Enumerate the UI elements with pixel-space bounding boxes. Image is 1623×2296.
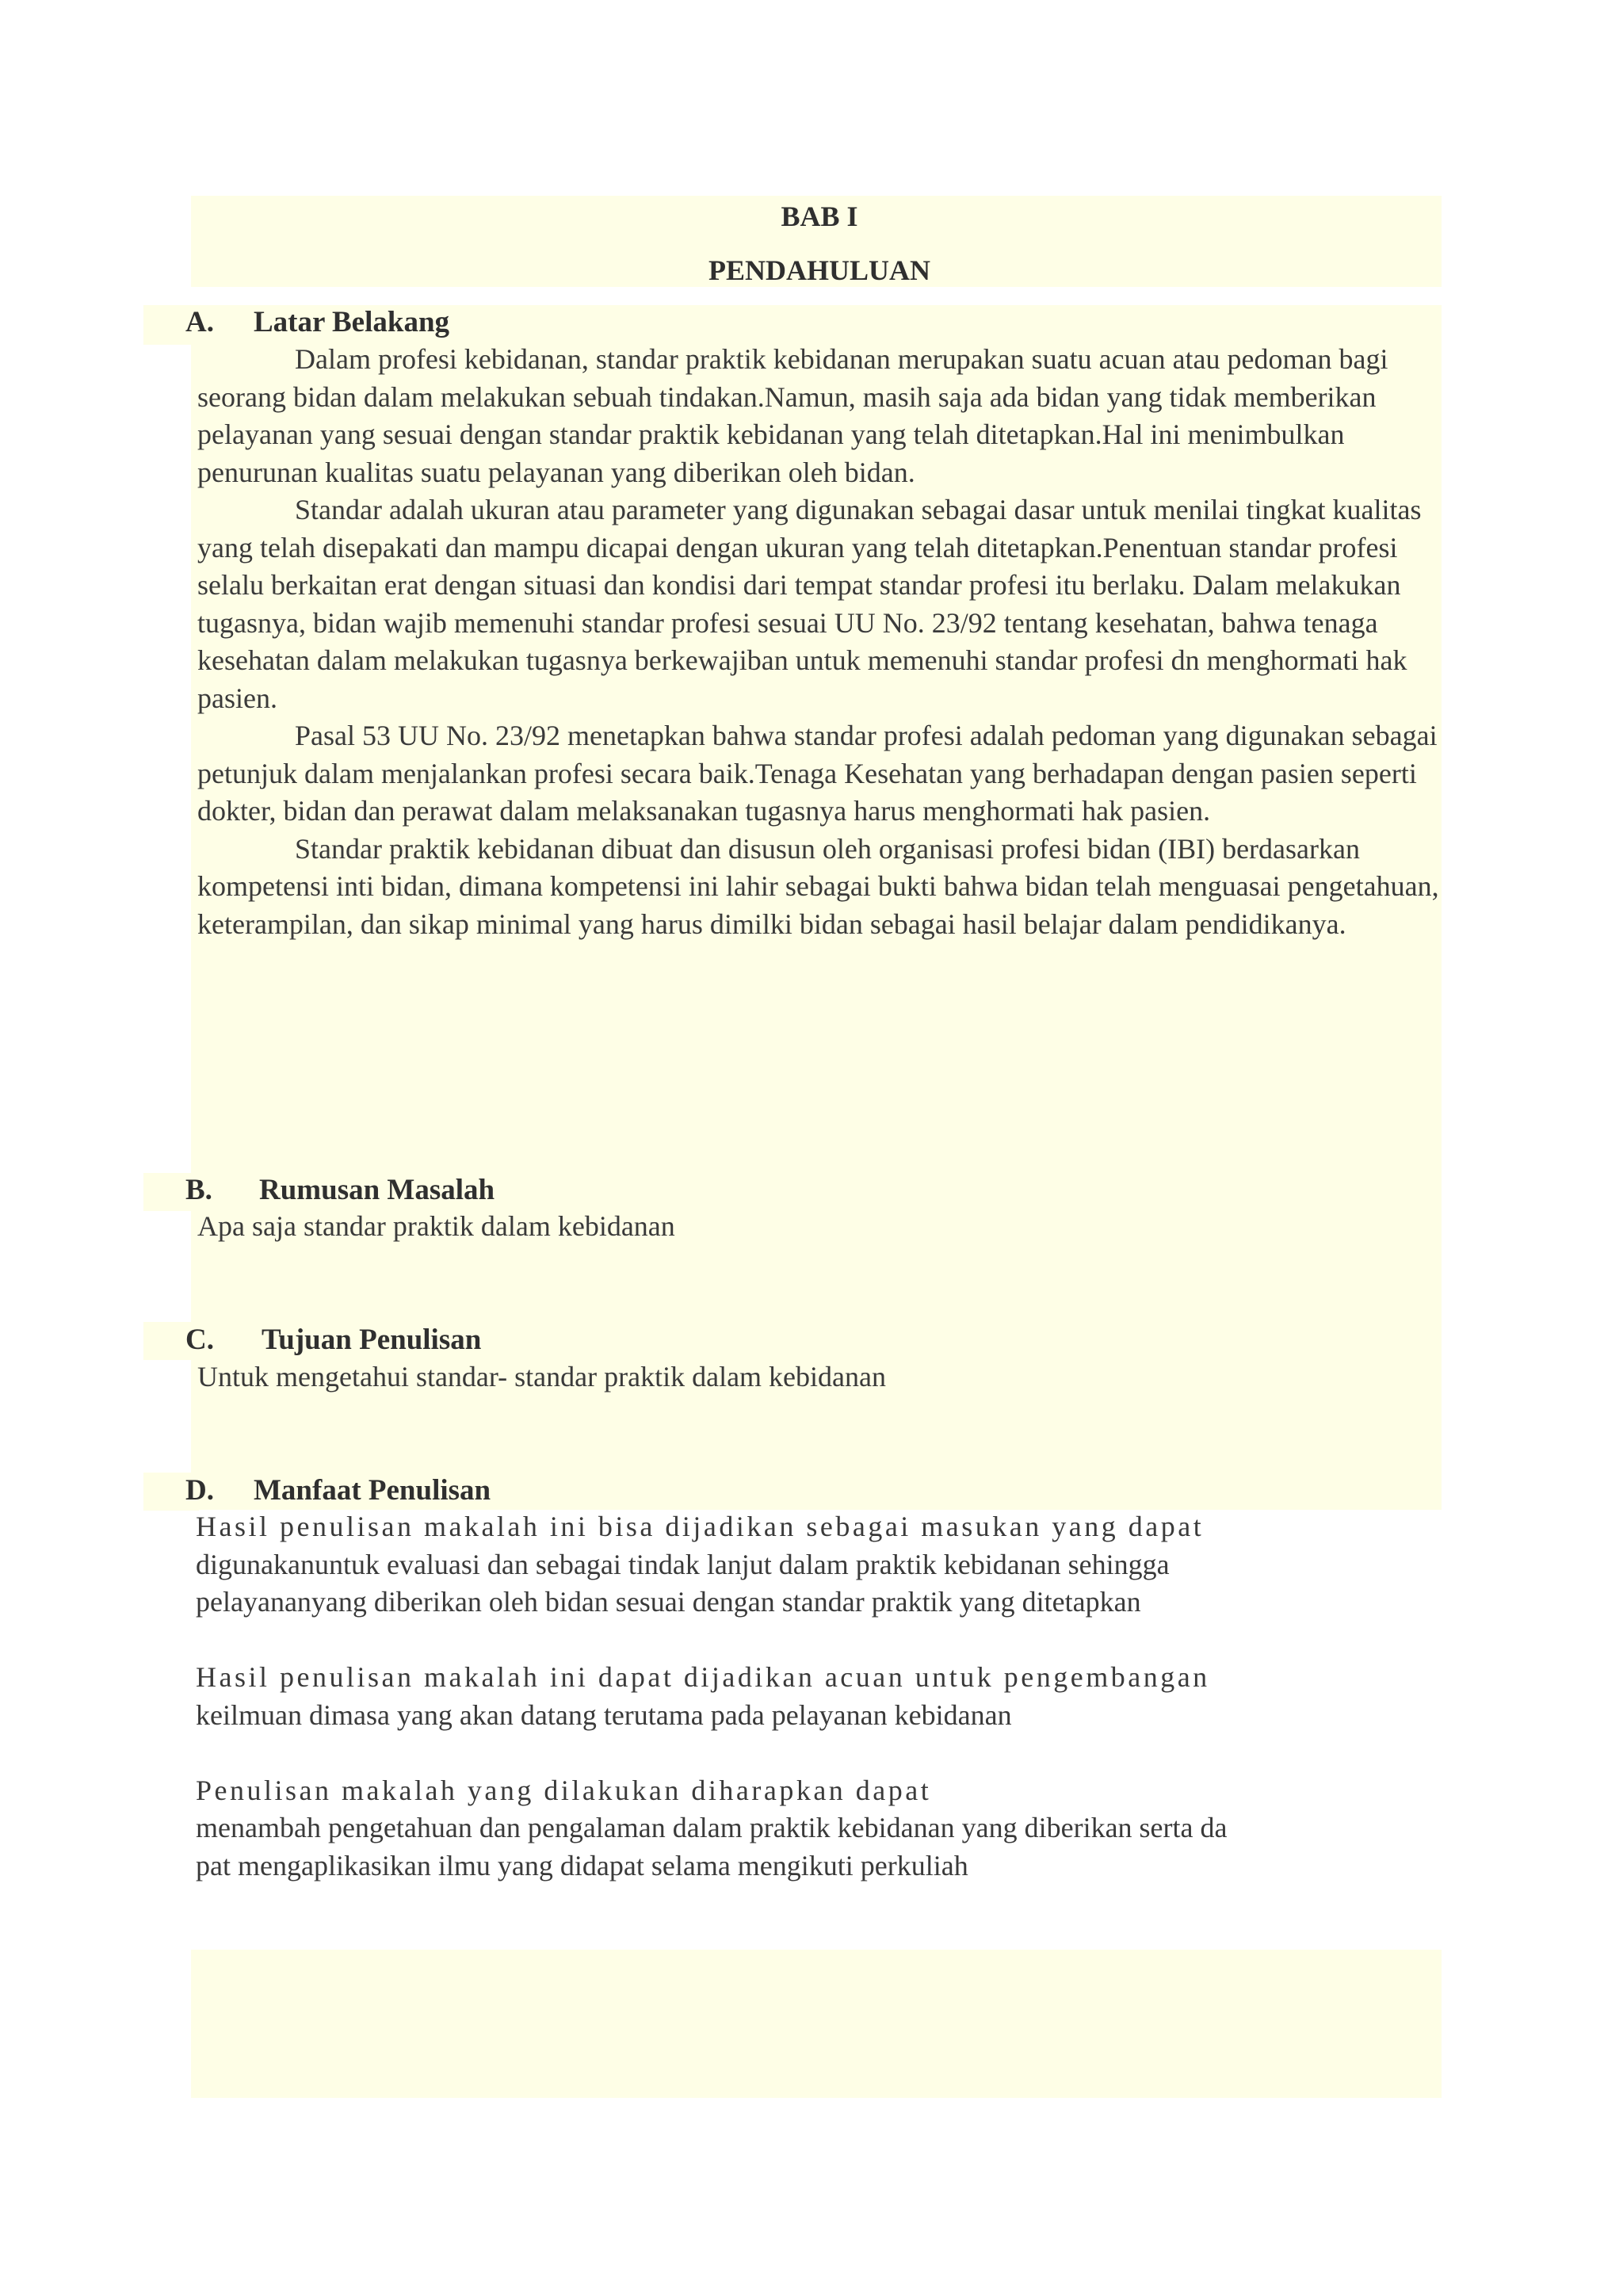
benefit-line: keilmuan dimasa yang akan datang terutama pada pelayanan kebidanan xyxy=(196,1698,1012,1731)
section-c-text: Untuk mengetahui standar- standar praktik dalam kebidanan xyxy=(197,1361,886,1392)
section-a-body xyxy=(197,341,1442,943)
section-d-body xyxy=(196,1508,1440,1885)
paragraph: Standar praktik kebidanan dibuat dan disusun oleh organisasi profesi bidan (IBI) berdasarkan kompetensi inti bidan, dimana kompetensi ini lahir sebagai bukti bahwa bidan telah menguasai pengetahuan, keterampilan, dan sikap minimal yang harus dimilki bidan sebagai hasil belajar dalam pendidikanya. xyxy=(197,832,1439,940)
benefit-line: pat mengaplikasikan ilmu yang didapat selama mengikuti perkuliah xyxy=(196,1849,968,1881)
paragraph: Standar adalah ukuran atau parameter yang digunakan sebagai dasar untuk menilai tingkat kualitas yang telah disepakati dan mampu dicapai dengan ukuran yang telah ditetapkan.Penentuan standar profesi selalu berkaitan erat dengan situasi dan kondisi dari tempat standar profesi itu berlaku. Dalam melakukan tugasnya, bidan wajib memenuhi standar profesi sesuai UU No. 23/92 tentang kesehatan, bahwa tenaga kesehatan dalam melakukan tugasnya berkewajiban untuk memenuhi standar profesi dn menghormati hak pasien. xyxy=(197,494,1422,714)
section-d-title: Manfaat Penulisan xyxy=(254,1474,491,1507)
paragraph: Pasal 53 UU No. 23/92 menetapkan bahwa standar profesi adalah pedoman yang digunakan sebagai petunjuk dalam menjalankan profesi secara baik.Tenaga Kesehatan yang berhadapan dengan pasien seperti dokter, bidan dan perawat dalam melaksanakan tugasnya harus menghormati hak pasien. xyxy=(197,720,1438,827)
section-b-letter: B. xyxy=(185,1174,212,1206)
benefit-line: Hasil penulisan makalah ini bisa dijadikan sebagai masukan yang dapat xyxy=(196,1511,1205,1542)
section-d-heading xyxy=(185,1474,491,1507)
benefit-line: menambah pengetahuan dan pengalaman dalam praktik kebidanan yang diberikan serta da xyxy=(196,1812,1228,1843)
benefit-line: Penulisan makalah yang dilakukan diharapkan dapat xyxy=(196,1774,932,1806)
section-c-heading xyxy=(185,1324,481,1357)
section-a-letter: A. xyxy=(185,306,214,338)
section-b-title: Rumusan Masalah xyxy=(259,1174,495,1206)
section-c-title: Tujuan Penulisan xyxy=(262,1324,482,1356)
bottom-highlight xyxy=(191,1950,1442,2098)
section-b-heading xyxy=(185,1174,495,1207)
chapter-number: BAB I xyxy=(781,201,858,232)
benefit-line: digunakanuntuk evaluasi dan sebagai tindak lanjut dalam praktik kebidanan sehingga xyxy=(196,1548,1170,1580)
section-b-text: Apa saja standar praktik dalam kebidanan xyxy=(197,1210,675,1242)
section-a-heading xyxy=(185,306,449,339)
section-a-title: Latar Belakang xyxy=(254,306,450,338)
benefit-line: Hasil penulisan makalah ini dapat dijadikan acuan untuk pengembangan xyxy=(196,1661,1210,1693)
chapter-title: PENDAHULUAN xyxy=(708,254,930,286)
benefit-line: pelayananyang diberikan oleh bidan sesuai dengan standar praktik yang ditetapkan xyxy=(196,1586,1141,1618)
section-d-letter: D. xyxy=(185,1474,214,1507)
paragraph: Dalam profesi kebidanan, standar praktik kebidanan merupakan suatu acuan atau pedoman bagi seorang bidan dalam melakukan sebuah tindakan.Namun, masih saja ada bidan yang tidak memberikan pelayanan yang sesuai dengan standar praktik kebidanan yang telah ditetapkan.Hal ini menimbulkan penurunan kualitas suatu pelayanan yang diberikan oleh bidan. xyxy=(197,343,1388,488)
section-c-letter: C. xyxy=(185,1324,214,1356)
